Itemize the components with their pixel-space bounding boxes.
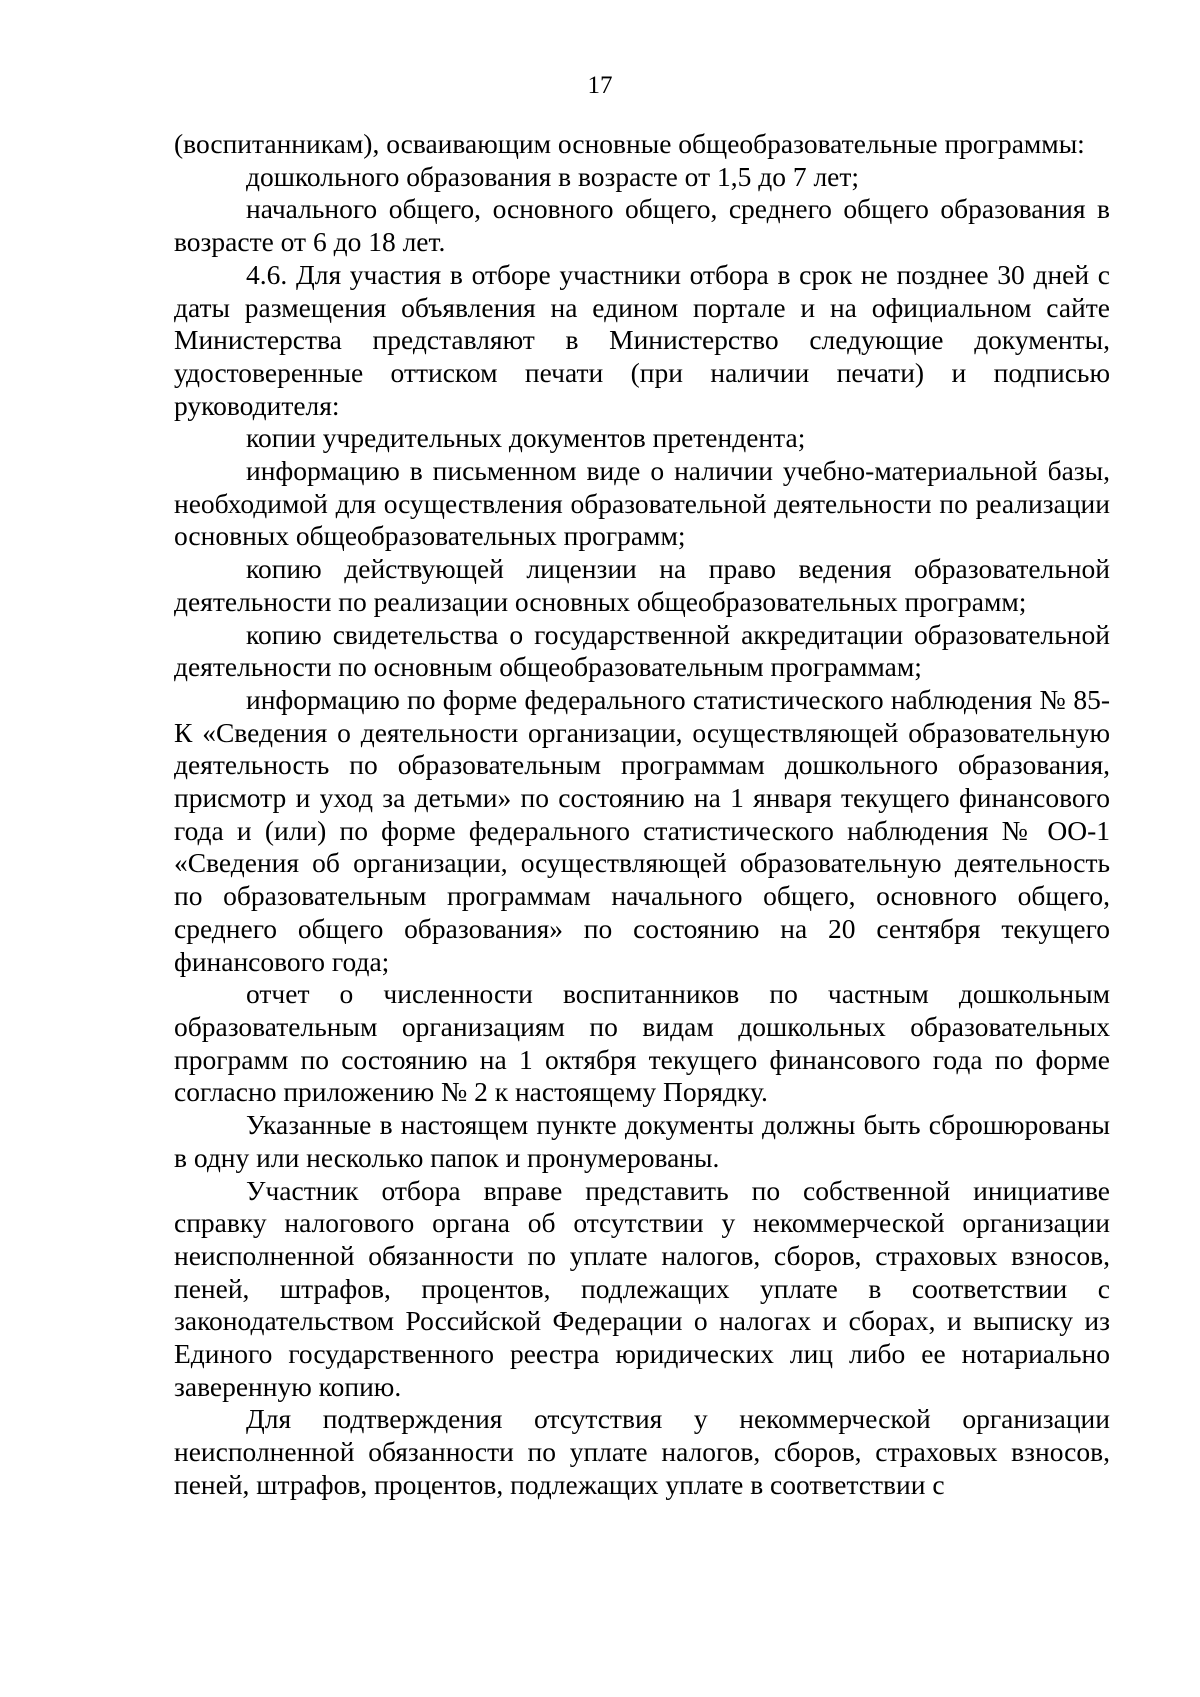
paragraph-continuation: (воспитанникам), осваивающим основные общеобразовательные программы:	[174, 128, 1085, 159]
list-item-accreditation: копию свидетельства о государственной аккредитации образовательной деятельности по основным общеобразовательным программам;	[174, 618, 1110, 683]
page-number: 17	[587, 72, 613, 99]
list-item-founding-documents: копии учредительных документов претендента;	[246, 422, 806, 454]
paragraph-preschool-age: дошкольного образования в возрасте от 1,5 до 7 лет;	[246, 160, 860, 192]
list-item-license: копию действующей лицензии на право ведения образовательной деятельности по реализации основных общеобразовательных программ;	[174, 553, 1110, 617]
list-item-statistics-form: информацию по форме федерального статистического наблюдения № 85-К «Сведения о деятельности организации, осуществляющей образовательную деятельность по образовательным программам дошкольного образования, присмотр и уход за детьми» по состоянию на 1 января текущего финансового года и (или) по форме федерального статистического наблюдения № ОО-1 «Сведения об организации, осуществляющей образовательную деятельность по образовательным программам начального общего, основного общего, среднего общего образования» по состоянию на 20 сентября текущего финансового года;	[174, 683, 1110, 977]
paragraph-school-age: начального общего, основного общего, среднего общего образования в возрасте от 6 до 18 лет.	[174, 193, 1110, 258]
paragraph-confirmation: Для подтверждения отсутствия у некоммерческой организации неисполненной обязанности по уплате налогов, сборов, страховых взносов, пеней, штрафов, процентов, подлежащих уплате в соответствии с	[174, 1403, 1110, 1500]
list-item-material-base: информацию в письменном виде о наличии учебно-материальной базы, необходимой для осуществления образовательной деятельности по реализации основных общеобразовательных программ;	[174, 455, 1110, 552]
paragraph-tax-certificate: Участник отбора вправе представить по собственной инициативе справку налогового органа об отсутствии у некоммерческой организации неисполненной обязанности по уплате налогов, сборов, страховых взносов, пеней, штрафов, процентов, подлежащих уплате в соответствии с законодательством Российской Федерации о налогах и сборах, и выписку из Единого государственного реестра юридических лиц либо ее нотариально заверенную копию.	[174, 1174, 1110, 1402]
paragraph-binding: Указанные в настоящем пункте документы должны быть сброшюрованы в одну или несколько папок и пронумерованы.	[174, 1109, 1110, 1173]
list-item-pupils-report: отчет о численности воспитанников по частным дошкольным образовательным организациям по видам дошкольных образовательных программ по состоянию на 1 октября текущего финансового года по форме согласно приложению № 2 к настоящему Порядку.	[174, 978, 1110, 1108]
paragraph-4-6: 4.6. Для участия в отборе участники отбора в срок не позднее 30 дней с даты размещения объявления на едином портале и на официальном сайте Министерства представляют в Министерство следующие документы, удостоверенные оттиском печати (при наличии печати) и подписью руководителя:	[174, 258, 1110, 421]
document-body	[174, 128, 1110, 1502]
